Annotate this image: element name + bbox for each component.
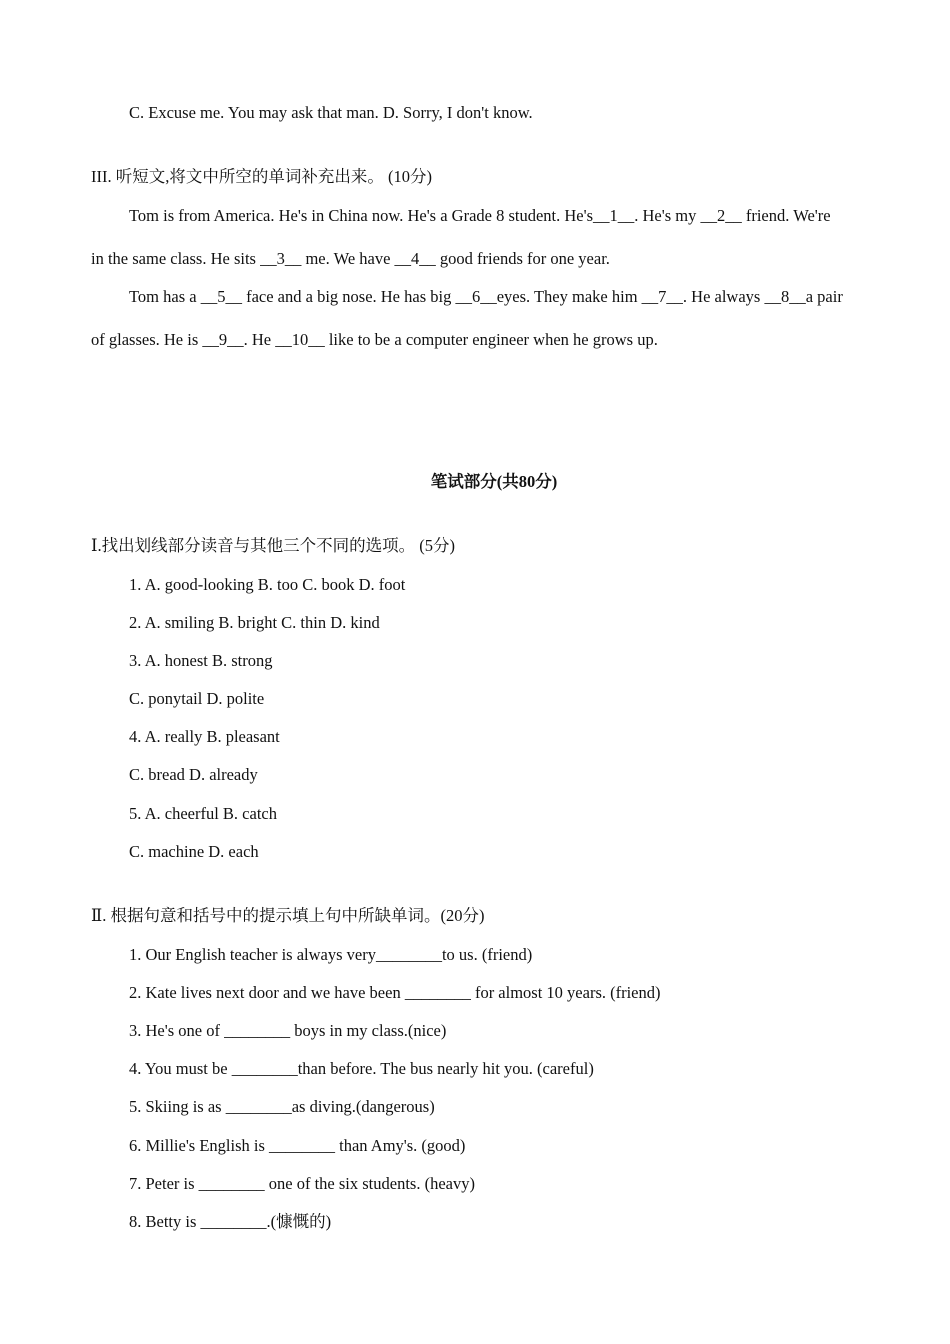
question-line: 1. A. good-looking B. too C. book D. foot xyxy=(129,575,406,594)
question-line: C. bread D. already xyxy=(129,765,258,784)
question-line: 4. You must be ________than before. The bus nearly hit you. (careful) xyxy=(129,1059,594,1078)
passage-line: Tom is from America. He's in China now. He's a Grade 8 student. He's__1__. He's my __2__ friend. We're xyxy=(129,206,831,225)
section-heading: III. 听短文,将文中所空的单词补充出来。 (10分) xyxy=(91,167,432,186)
question-line: 5. A. cheerful B. catch xyxy=(129,804,277,823)
written-part-title: 笔试部分(共80分) xyxy=(430,472,558,491)
question-line: 8. Betty is ________.(慷慨的) xyxy=(129,1212,332,1231)
question-line: 3. A. honest B. strong xyxy=(129,651,273,670)
question-line: 2. A. smiling B. bright C. thin D. kind xyxy=(129,613,380,632)
section-heading: Ⅱ. 根据句意和括号中的提示填上句中所缺单词。(20分) xyxy=(91,906,485,925)
question-line: 4. A. really B. pleasant xyxy=(129,727,280,746)
question-line: 7. Peter is ________ one of the six students. (heavy) xyxy=(129,1174,475,1193)
question-line: 5. Skiing is as ________as diving.(dangerous) xyxy=(129,1097,435,1116)
question-line: 2. Kate lives next door and we have been ________ for almost 10 years. (friend) xyxy=(129,983,661,1002)
question-line: C. ponytail D. polite xyxy=(129,689,265,708)
question-line: 6. Millie's English is ________ than Amy's. (good) xyxy=(129,1136,466,1155)
question-line: 3. He's one of ________ boys in my class.(nice) xyxy=(129,1021,447,1040)
passage-line: Tom has a __5__ face and a big nose. He has big __6__eyes. They make him __7__. He always __8__a pair xyxy=(129,287,843,306)
passage-line: of glasses. He is __9__. He __10__ like to be a computer engineer when he grows up. xyxy=(91,330,658,349)
question-line: C. machine D. each xyxy=(129,842,259,861)
question-line: 1. Our English teacher is always very________to us. (friend) xyxy=(129,945,533,964)
option-line: C. Excuse me. You may ask that man. D. Sorry, I don't know. xyxy=(129,103,533,122)
passage-line: in the same class. He sits __3__ me. We have __4__ good friends for one year. xyxy=(91,249,610,268)
section-heading: Ⅰ.找出划线部分读音与其他三个不同的选项。 (5分) xyxy=(91,536,456,555)
